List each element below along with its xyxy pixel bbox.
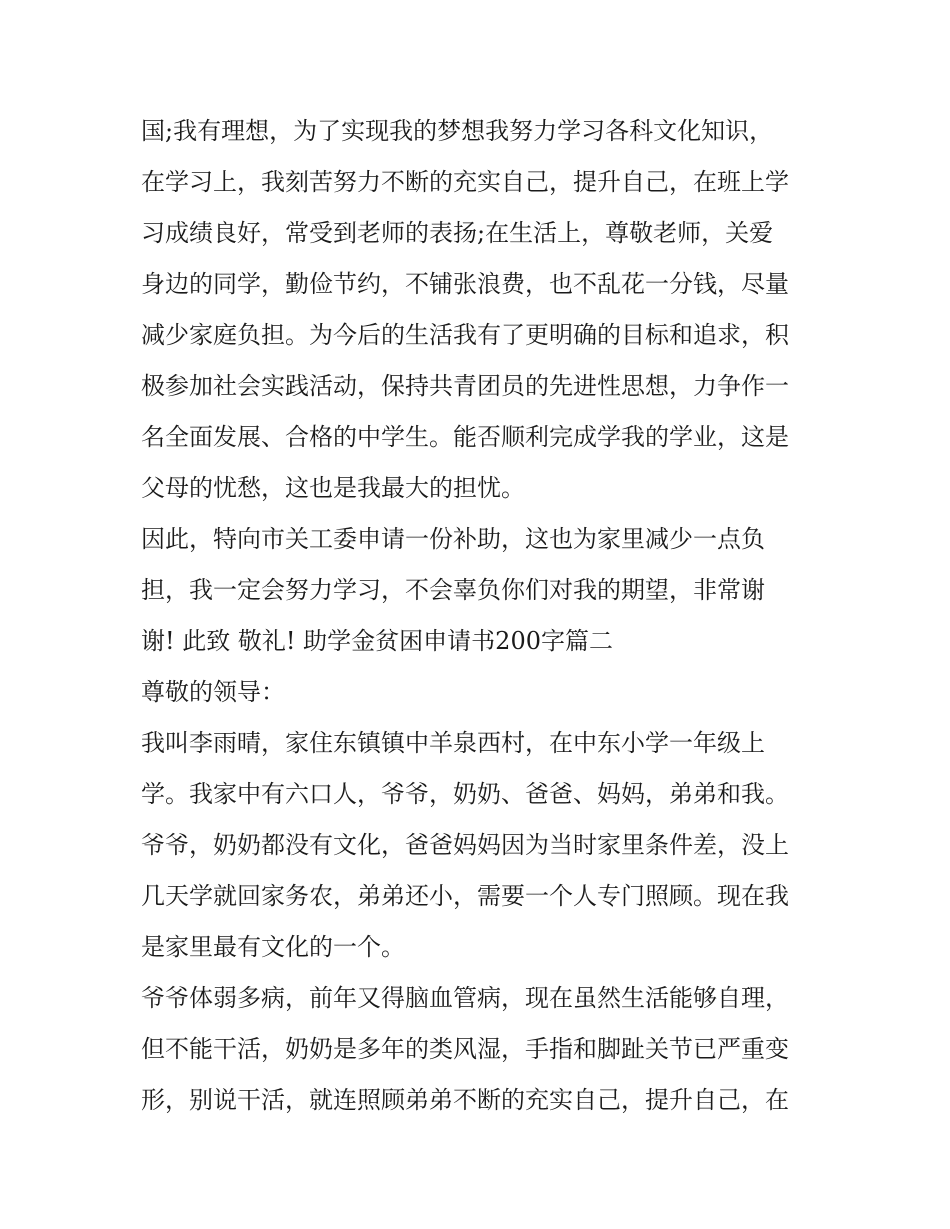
text-line: 担，我一定会努力学习，不会辜负你们对我的期望，非常谢 — [141, 576, 765, 604]
salutation — [141, 667, 831, 718]
paragraph-4 — [141, 973, 831, 1126]
text-line: 谢! 此致 敬礼! 助学金贫困申请书200字篇二 — [141, 627, 613, 655]
text-line: 极参加社会实践活动，保持共青团员的先进性思想，力争作一 — [141, 372, 789, 400]
text-line: 尊敬的领导： — [141, 678, 285, 706]
text-line: 几天学就回家务农，弟弟还小，需要一个人专门照顾。现在我 — [141, 882, 789, 910]
text-line: 名全面发展、合格的中学生。能否顺利完成学我的学业，这是 — [141, 423, 789, 451]
text-line: 国;我有理想，为了实现我的梦想我努力学习各科文化知识， — [141, 117, 774, 145]
text-line: 形，别说干活，就连照顾弟弟不断的充实自己，提升自己，在 — [141, 1086, 789, 1114]
paragraph-1 — [141, 106, 831, 514]
text-line: 习成绩良好，常受到老师的表扬;在生活上，尊敬老师，关爱 — [141, 219, 774, 247]
document-body — [141, 106, 831, 1126]
text-line: 减少家庭负担。为今后的生活我有了更明确的目标和追求，积 — [141, 321, 789, 349]
paragraph-2 — [141, 514, 831, 667]
text-line: 我叫李雨晴，家住东镇镇中羊泉西村，在中东小学一年级上 — [141, 729, 765, 757]
text-line: 学。我家中有六口人，爷爷，奶奶、爸爸、妈妈，弟弟和我。 — [141, 780, 789, 808]
text-line: 爷爷，奶奶都没有文化，爸爸妈妈因为当时家里条件差，没上 — [141, 831, 789, 859]
text-line: 因此，特向市关工委申请一份补助，这也为家里减少一点负 — [141, 525, 765, 553]
text-line: 爷爷体弱多病，前年又得脑血管病，现在虽然生活能够自理， — [141, 984, 789, 1012]
text-line: 在学习上，我刻苦努力不断的充实自己，提升自己，在班上学 — [141, 168, 789, 196]
text-line: 但不能干活，奶奶是多年的类风湿，手指和脚趾关节已严重变 — [141, 1035, 789, 1063]
text-line: 是家里最有文化的一个。 — [141, 933, 405, 961]
text-line: 身边的同学，勤俭节约，不铺张浪费，也不乱花一分钱，尽量 — [141, 270, 789, 298]
paragraph-3 — [141, 718, 831, 973]
text-line: 父母的忧愁，这也是我最大的担忧。 — [141, 474, 525, 502]
